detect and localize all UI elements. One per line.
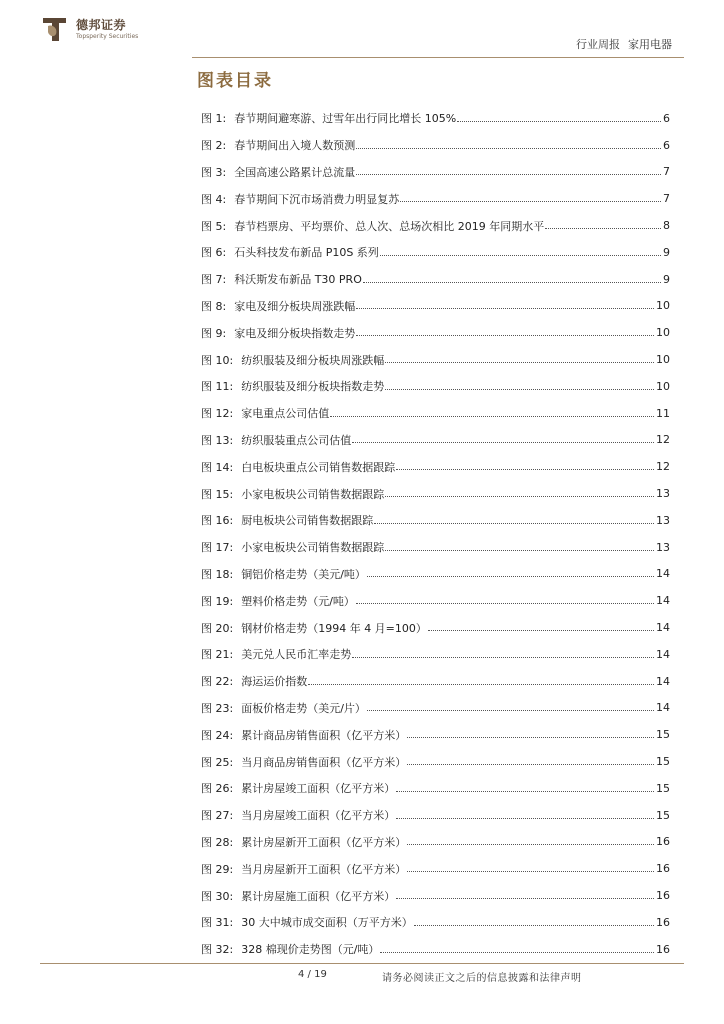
toc-entry-page: 13 [656,513,670,527]
page-number: 4 / 19 [298,969,327,980]
toc-dot-leader [407,764,654,765]
toc-entry[interactable] [201,507,670,534]
toc-entry-label: 图 4: [201,192,227,206]
toc-entry-label: 图 26: [201,782,234,796]
toc-entry-title: 累计房屋施工面积（亿平方米） [241,889,396,903]
toc-entry-title: 科沃斯发布新品 T30 PRO [234,273,362,287]
toc-entry-title: 小家电板块公司销售数据跟踪 [241,487,385,501]
footer-disclaimer: 请务必阅读正文之后的信息披露和法律声明 [382,973,582,984]
toc-entry-title: 328 棉现价走势图（元/吨） [241,943,380,957]
toc-dot-leader [385,362,654,363]
toc-entry-label: 图 31: [201,916,234,930]
toc-entry-title: 铜铝价格走势（美元/吨） [241,567,366,581]
brand-english-name: Topsperity Securities [76,33,139,40]
toc-entry-label: 图 21: [201,648,234,662]
toc-entry-label: 图 3: [201,165,227,179]
toc-entry-page: 13 [656,540,670,554]
toc-dot-leader [414,925,654,926]
toc-entry[interactable] [201,587,670,614]
toc-entry-page: 10 [656,299,670,313]
toc-dot-leader [428,630,654,631]
toc-entry-label: 图 18: [201,567,234,581]
toc-dot-leader [308,684,654,685]
toc-dot-leader [385,550,654,551]
toc-dot-leader [400,201,661,202]
toc-dot-leader [367,710,654,711]
toc-entry-title: 面板价格走势（美元/片） [241,701,366,715]
toc-entry[interactable] [201,561,670,588]
toc-entry-page: 11 [656,406,670,420]
toc-entry-title: 海运运价指数 [241,675,308,689]
toc-entry-label: 图 17: [201,541,234,555]
toc-entry-title: 春节档票房、平均票价、总人次、总场次相比 2019 年同期水平 [234,219,545,233]
toc-entry-label: 图 6: [201,246,227,260]
toc-entry-label: 图 5: [201,219,227,233]
toc-entry-title: 小家电板块公司销售数据跟踪 [241,541,385,555]
report-category [576,36,672,52]
report-type: 行业周报 [576,38,620,51]
toc-entry[interactable] [201,293,670,320]
toc-dot-leader [352,442,654,443]
toc-entry[interactable] [201,427,670,454]
toc-entry-label: 图 25: [201,755,234,769]
company-logo-icon [40,14,70,44]
toc-entry-label: 图 16: [201,514,234,528]
toc-entry-label: 图 11: [201,380,234,394]
toc-entry-page: 9 [663,245,670,259]
toc-entry[interactable] [201,829,670,856]
toc-dot-leader [407,737,654,738]
toc-entry-page: 10 [656,326,670,340]
toc-entry[interactable] [201,695,670,722]
toc-entry-page: 13 [656,487,670,501]
toc-entry[interactable] [201,721,670,748]
toc-entry-title: 当月商品房销售面积（亿平方米） [241,755,407,769]
toc-entry-title: 塑料价格走势（元/吨） [241,594,355,608]
toc-entry-title: 累计商品房销售面积（亿平方米） [241,728,407,742]
toc-entry[interactable] [201,400,670,427]
toc-entry-page: 15 [656,755,670,769]
toc-dot-leader [380,952,654,953]
toc-entry-page: 14 [656,647,670,661]
toc-entry-title: 30 大中城市成交面积（万平方米） [241,916,413,930]
toc-entry-label: 图 1: [201,112,227,126]
toc-entry-title: 家电及细分板块周涨跌幅 [234,299,356,313]
toc-entry-title: 厨电板块公司销售数据跟踪 [241,514,374,528]
toc-entry[interactable] [201,185,670,212]
toc-entry-page: 15 [656,781,670,795]
toc-entry[interactable] [201,266,670,293]
toc-entry[interactable] [201,212,670,239]
toc-entry-label: 图 22: [201,675,234,689]
toc-entry[interactable] [201,346,670,373]
footer-divider [40,963,684,964]
toc-entry-page: 10 [656,353,670,367]
toc-entry[interactable] [201,105,670,132]
toc-dot-leader [367,576,654,577]
toc-entry-title: 全国高速公路累计总流量 [234,165,356,179]
toc-entry[interactable] [201,855,670,882]
toc-dot-leader [396,818,654,819]
toc-dot-leader [380,255,661,256]
toc-entry-title: 累计房屋竣工面积（亿平方米） [241,782,396,796]
toc-dot-leader [545,228,661,229]
toc-dot-leader [396,898,654,899]
toc-dot-leader [356,335,654,336]
toc-entry-label: 图 30: [201,889,234,903]
toc-dot-leader [407,871,654,872]
toc-dot-leader [352,657,654,658]
toc-dot-leader [374,523,654,524]
toc-entry-page: 6 [663,111,670,125]
toc-entry[interactable] [201,373,670,400]
toc-entry[interactable] [201,668,670,695]
toc-entry-label: 图 23: [201,701,234,715]
toc-entry-label: 图 2: [201,139,227,153]
toc-entry-label: 图 19: [201,594,234,608]
toc-entry-title: 纺织服装及细分板块周涨跌幅 [241,353,385,367]
toc-dot-leader [356,308,654,309]
toc-entry[interactable] [201,641,670,668]
toc-entry-title: 春节期间避寒游、过雪年出行同比增长 105% [234,112,457,126]
toc-entry[interactable] [201,936,670,963]
toc-entry-title: 纺织服装重点公司估值 [241,433,352,447]
toc-dot-leader [407,844,654,845]
toc-entry[interactable] [201,159,670,186]
toc-dot-leader [356,148,661,149]
page-header [0,0,724,60]
toc-title: 图表目录 [197,71,273,91]
toc-entry[interactable] [201,614,670,641]
toc-entry-title: 白电板块重点公司销售数据跟踪 [241,460,396,474]
toc-dot-leader [457,121,661,122]
toc-entry-title: 累计房屋新开工面积（亿平方米） [241,835,407,849]
toc-entry-label: 图 9: [201,326,227,340]
header-divider [192,57,684,58]
toc-entry-title: 石头科技发布新品 P10S 系列 [234,246,379,260]
toc-entry-page: 12 [656,433,670,447]
toc-entry-page: 15 [656,808,670,822]
toc-entry-page: 16 [656,915,670,929]
toc-entry-page: 14 [656,621,670,635]
toc-entry-title: 纺织服装及细分板块指数走势 [241,380,385,394]
toc-entry-title: 美元兑人民币汇率走势 [241,648,352,662]
toc-entry[interactable] [201,909,670,936]
toc-entry-title: 当月房屋新开工面积（亿平方米） [241,862,407,876]
toc-entry-label: 图 10: [201,353,234,367]
toc-entry[interactable] [201,748,670,775]
toc-dot-leader [385,496,654,497]
toc-entry[interactable] [201,882,670,909]
toc-entry-label: 图 27: [201,809,234,823]
toc-dot-leader [356,603,654,604]
toc-entry-page: 15 [656,728,670,742]
toc-entry-page: 16 [656,889,670,902]
toc-entry-title: 家电重点公司估值 [241,407,330,421]
toc-dot-leader [385,389,654,390]
brand-name: 德邦证券 [76,18,127,32]
toc-entry-page: 16 [656,835,670,849]
toc-entry[interactable] [201,132,670,159]
toc-entry-page: 7 [663,192,670,206]
toc-dot-leader [396,469,654,470]
toc-entry-label: 图 29: [201,862,234,876]
toc-entry-page: 12 [656,460,670,474]
toc-entry-page: 14 [656,567,670,581]
toc-entry-label: 图 8: [201,299,227,313]
toc-entry-label: 图 15: [201,487,234,501]
toc-list [201,105,670,963]
toc-entry-page: 8 [663,219,670,233]
report-sector: 家用电器 [628,38,672,51]
toc-entry-label: 图 7: [201,273,227,287]
toc-entry-page: 10 [656,379,670,393]
toc-entry-title: 春节期间下沉市场消费力明显复苏 [234,192,400,206]
toc-dot-leader [396,791,654,792]
toc-entry-label: 图 32: [201,943,234,957]
toc-dot-leader [363,282,661,283]
toc-entry-page: 9 [663,272,670,286]
toc-entry-page: 16 [656,942,670,956]
toc-entry-page: 14 [656,674,670,688]
toc-entry-page: 7 [663,165,670,179]
toc-entry-title: 钢材价格走势（1994 年 4 月=100） [241,621,427,635]
toc-entry-label: 图 13: [201,433,234,447]
toc-entry[interactable] [201,453,670,480]
toc-entry[interactable] [201,319,670,346]
toc-entry-page: 14 [656,701,670,715]
toc-entry-title: 家电及细分板块指数走势 [234,326,356,340]
toc-entry-title: 春节期间出入境人数预测 [234,139,356,153]
toc-entry-label: 图 20: [201,621,234,635]
toc-entry-page: 16 [656,862,670,876]
toc-dot-leader [356,174,661,175]
toc-entry-label: 图 12: [201,407,234,421]
toc-entry-page: 14 [656,594,670,608]
toc-entry[interactable] [201,802,670,829]
toc-dot-leader [330,416,654,417]
toc-entry[interactable] [201,534,670,561]
toc-entry[interactable] [201,480,670,507]
toc-entry[interactable] [201,775,670,802]
toc-entry[interactable] [201,239,670,266]
toc-entry-label: 图 14: [201,460,234,474]
toc-entry-label: 图 24: [201,728,234,742]
toc-entry-page: 6 [663,138,670,152]
toc-entry-title: 当月房屋竣工面积（亿平方米） [241,809,396,823]
toc-entry-label: 图 28: [201,835,234,849]
